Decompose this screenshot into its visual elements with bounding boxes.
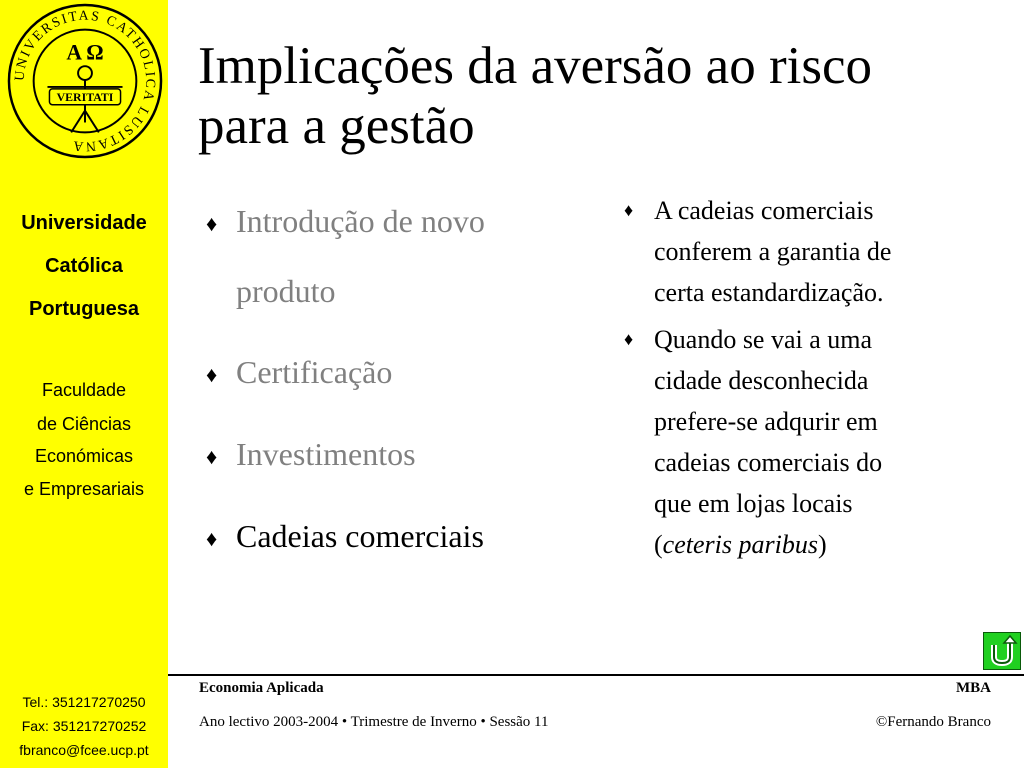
bullet-diamond-icon: ♦: [206, 526, 218, 551]
footer-divider: [168, 674, 1024, 676]
university-name-line-1: Universidade: [21, 212, 147, 234]
seal-ring-text: UNIVERSITAS CATHOLICA LUSITANA: [11, 7, 159, 155]
explanation-line: A cadeias comerciais: [654, 196, 874, 225]
slide-title: [198, 36, 1008, 156]
topic-item-active: [206, 516, 566, 557]
topic-item-label: Introdução de novo: [236, 203, 485, 239]
explanation-line: certa estandardização.: [654, 278, 884, 307]
sidebar: [0, 0, 168, 768]
topic-item-label-cont: produto: [236, 273, 336, 309]
topic-item: [206, 352, 566, 393]
topic-item: [206, 201, 566, 312]
footer-course: Economia Aplicada: [199, 680, 324, 696]
faculty-line-1: Faculdade: [41, 380, 127, 400]
explanation-line: prefere-se adqurir em: [654, 407, 878, 436]
ceteris-paribus-text: ceteris paribus: [662, 530, 818, 559]
paren-close: ): [817, 530, 827, 559]
topic-item-label: Investimentos: [236, 436, 416, 472]
university-name-line-2: Católica: [45, 255, 123, 277]
topic-item: [206, 434, 566, 475]
explanation-line: cadeias comerciais do: [654, 448, 883, 477]
footer-author: ©Fernando Branco: [875, 714, 991, 730]
faculty-line-2: de Ciências: [36, 414, 132, 434]
bullet-diamond-icon: ♦: [206, 362, 218, 387]
faculty-line-3: Económicas: [34, 446, 134, 466]
topic-item-label: Cadeias comerciais: [236, 518, 484, 554]
bullet-diamond-icon: ♦: [206, 444, 218, 469]
university-name-line-3: Portuguesa: [28, 298, 140, 320]
bullet-diamond-icon: ♦: [624, 200, 634, 220]
footer-session: Ano lectivo 2003-2004 • Trimestre de Inverno • Sessão 11: [199, 714, 549, 730]
footer-program: MBA: [956, 680, 991, 696]
topic-item-label: Certificação: [236, 354, 393, 390]
explanation-line: Quando se vai a uma: [654, 325, 873, 354]
explanation-line: conferem a garantia de: [654, 237, 892, 266]
explanation-item: [624, 319, 984, 565]
contact-email: fbranco@fcee.ucp.pt: [19, 742, 149, 758]
explanation-list: [624, 190, 984, 565]
u-turn-arrow-icon: [984, 633, 1020, 669]
seal-letters: A Ω: [66, 40, 104, 65]
return-button[interactable]: [983, 632, 1021, 670]
university-seal-icon: [6, 2, 164, 160]
topic-list: [206, 201, 566, 557]
slide-title-line-2: para a gestão: [198, 97, 475, 155]
contact-tel: Tel.: 351217270250: [22, 694, 146, 710]
explanation-item: [624, 190, 984, 313]
bullet-diamond-icon: ♦: [624, 329, 634, 349]
slide-title-line-1: Implicações da aversão ao risco: [198, 37, 872, 95]
seal-banner-text: VERITATI: [56, 89, 114, 104]
explanation-line: cidade desconhecida: [654, 366, 869, 395]
explanation-line: que em lojas locais: [654, 489, 853, 518]
paren-open: (: [654, 530, 663, 559]
contact-fax: Fax: 351217270252: [21, 718, 147, 734]
bullet-diamond-icon: ♦: [206, 211, 218, 236]
faculty-line-4: e Empresariais: [23, 479, 145, 499]
